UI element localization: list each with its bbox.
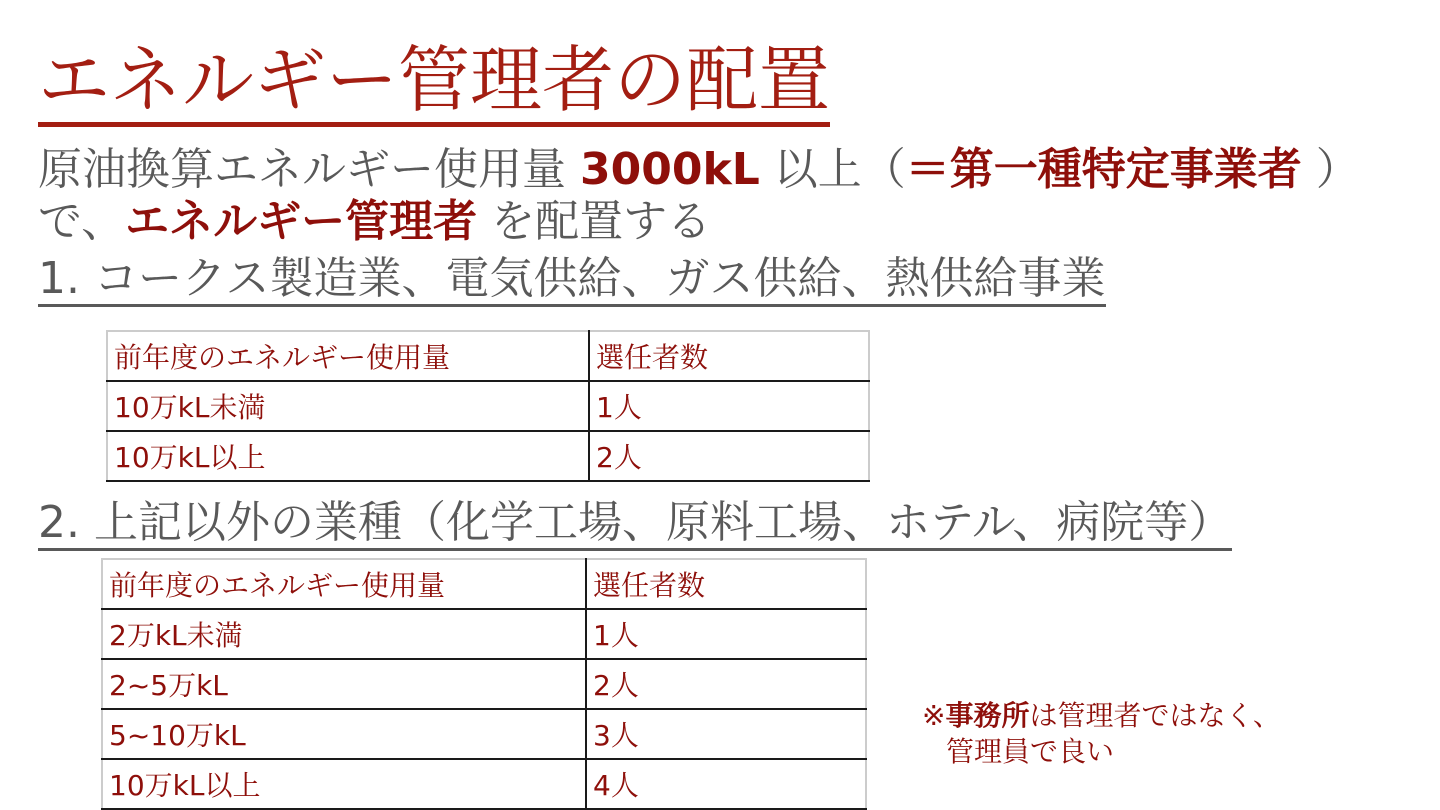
intro-threshold: 3000kL <box>580 144 760 195</box>
footnote-text: は管理者ではなく、 <box>1029 699 1281 732</box>
intro-line-1 <box>38 144 1360 196</box>
table-cell: 2万kL未満 <box>102 609 586 659</box>
table-cell: 1人 <box>586 609 866 659</box>
table-cell: 2~5万kL <box>102 659 586 709</box>
table-row <box>102 759 866 809</box>
footnote-bold: 事務所 <box>945 699 1030 732</box>
footnote-line-1 <box>922 698 1281 734</box>
table-header-row <box>107 331 869 381</box>
table-row <box>102 709 866 759</box>
table-cell: 5~10万kL <box>102 709 586 759</box>
table-cell: 10万kL未満 <box>107 381 589 431</box>
table-cell: 2人 <box>589 431 869 481</box>
table-row <box>107 431 869 481</box>
intro-text <box>38 144 1360 248</box>
table-header-cell: 選任者数 <box>586 559 866 609</box>
table-row <box>102 659 866 709</box>
section1-heading: 1. コークス製造業、電気供給、ガス供給、熱供給事業 <box>38 254 1106 307</box>
intro-role: エネルギー管理者 <box>125 196 478 247</box>
table-cell: 4人 <box>586 759 866 809</box>
table-cell: 1人 <box>589 381 869 431</box>
table-cell: 10万kL以上 <box>107 431 589 481</box>
table-cell: 10万kL以上 <box>102 759 586 809</box>
footnote <box>922 698 1281 770</box>
slide-title: エネルギー管理者の配置 <box>38 38 830 127</box>
footnote-mark: ※ <box>922 699 946 732</box>
intro-category: ＝第一種特定事業者 <box>905 144 1302 195</box>
table-cell: 3人 <box>586 709 866 759</box>
table-header-cell: 前年度のエネルギー使用量 <box>102 559 586 609</box>
intro-line-2 <box>38 196 1360 248</box>
table-header-row <box>102 559 866 609</box>
intro-text-e: ） <box>1301 144 1360 195</box>
section1-table <box>106 330 870 482</box>
table-header-cell: 前年度のエネルギー使用量 <box>107 331 589 381</box>
section2-heading: 2. 上記以外の業種（化学工場、原料工場、ホテル、病院等） <box>38 498 1232 551</box>
table-cell: 2人 <box>586 659 866 709</box>
footnote-line-2: 管理員で良い <box>946 735 1115 768</box>
intro-text-c: 以上（ <box>759 144 906 195</box>
table-header-cell: 選任者数 <box>589 331 869 381</box>
table-row <box>102 609 866 659</box>
intro-text-a: 原油換算エネルギー使用量 <box>38 144 580 195</box>
intro-text-g: を配置する <box>477 196 712 247</box>
intro-text-f: で、 <box>38 196 126 247</box>
table-row <box>107 381 869 431</box>
section2-table <box>101 558 867 810</box>
